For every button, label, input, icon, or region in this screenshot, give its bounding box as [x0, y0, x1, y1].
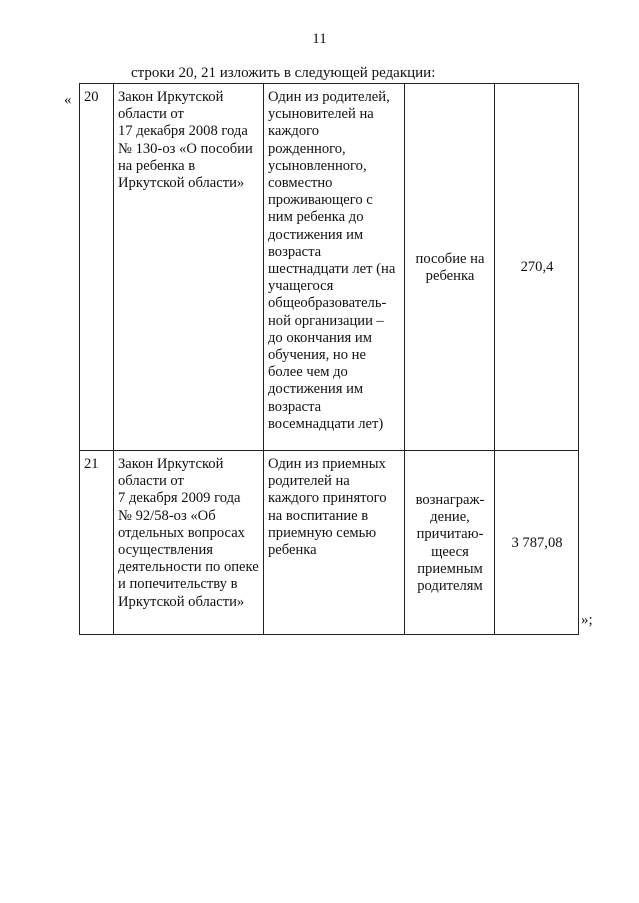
page-number: 11	[312, 31, 327, 47]
intro-text: строки 20, 21 изложить в следующей редакции:	[131, 65, 436, 81]
recipient-cell: Один из родителей, усыновителей на каждого рожденного, усыновленного, совместно проживающего с ним ребенка до достижения им возраста шестнадцати лет (на учащегося общеобразователь- ной организации – до окончания им обучения, но не более чем до достижения им возраста восемнадцати лет)	[264, 84, 405, 451]
payment-type-cell: вознаграж- дение, причитаю- щееся приемным родителям	[405, 451, 495, 635]
recipient-cell: Один из приемных родителей на каждого принятого на воспитание в приемную семью ребенка	[264, 451, 405, 635]
closing-quote-mark: »;	[581, 612, 593, 628]
table-row	[80, 451, 579, 635]
opening-quote-mark: «	[64, 92, 72, 108]
amount-cell: 270,4	[495, 84, 579, 451]
payment-type-cell: пособие на ребенка	[405, 84, 495, 451]
amendment-table	[79, 83, 579, 635]
table-row	[80, 84, 579, 451]
row-number-cell: 21	[80, 451, 114, 635]
row-number-cell: 20	[80, 84, 114, 451]
law-reference-cell: Закон Иркутской области от 17 декабря 2008 года № 130-оз «О пособии на ребенка в Иркутской области»	[114, 84, 264, 451]
amount-cell: 3 787,08	[495, 451, 579, 635]
law-reference-cell: Закон Иркутской области от 7 декабря 2009 года № 92/58-оз «Об отдельных вопросах осуществления деятельности по опеке и попечительству в Иркутской области»	[114, 451, 264, 635]
